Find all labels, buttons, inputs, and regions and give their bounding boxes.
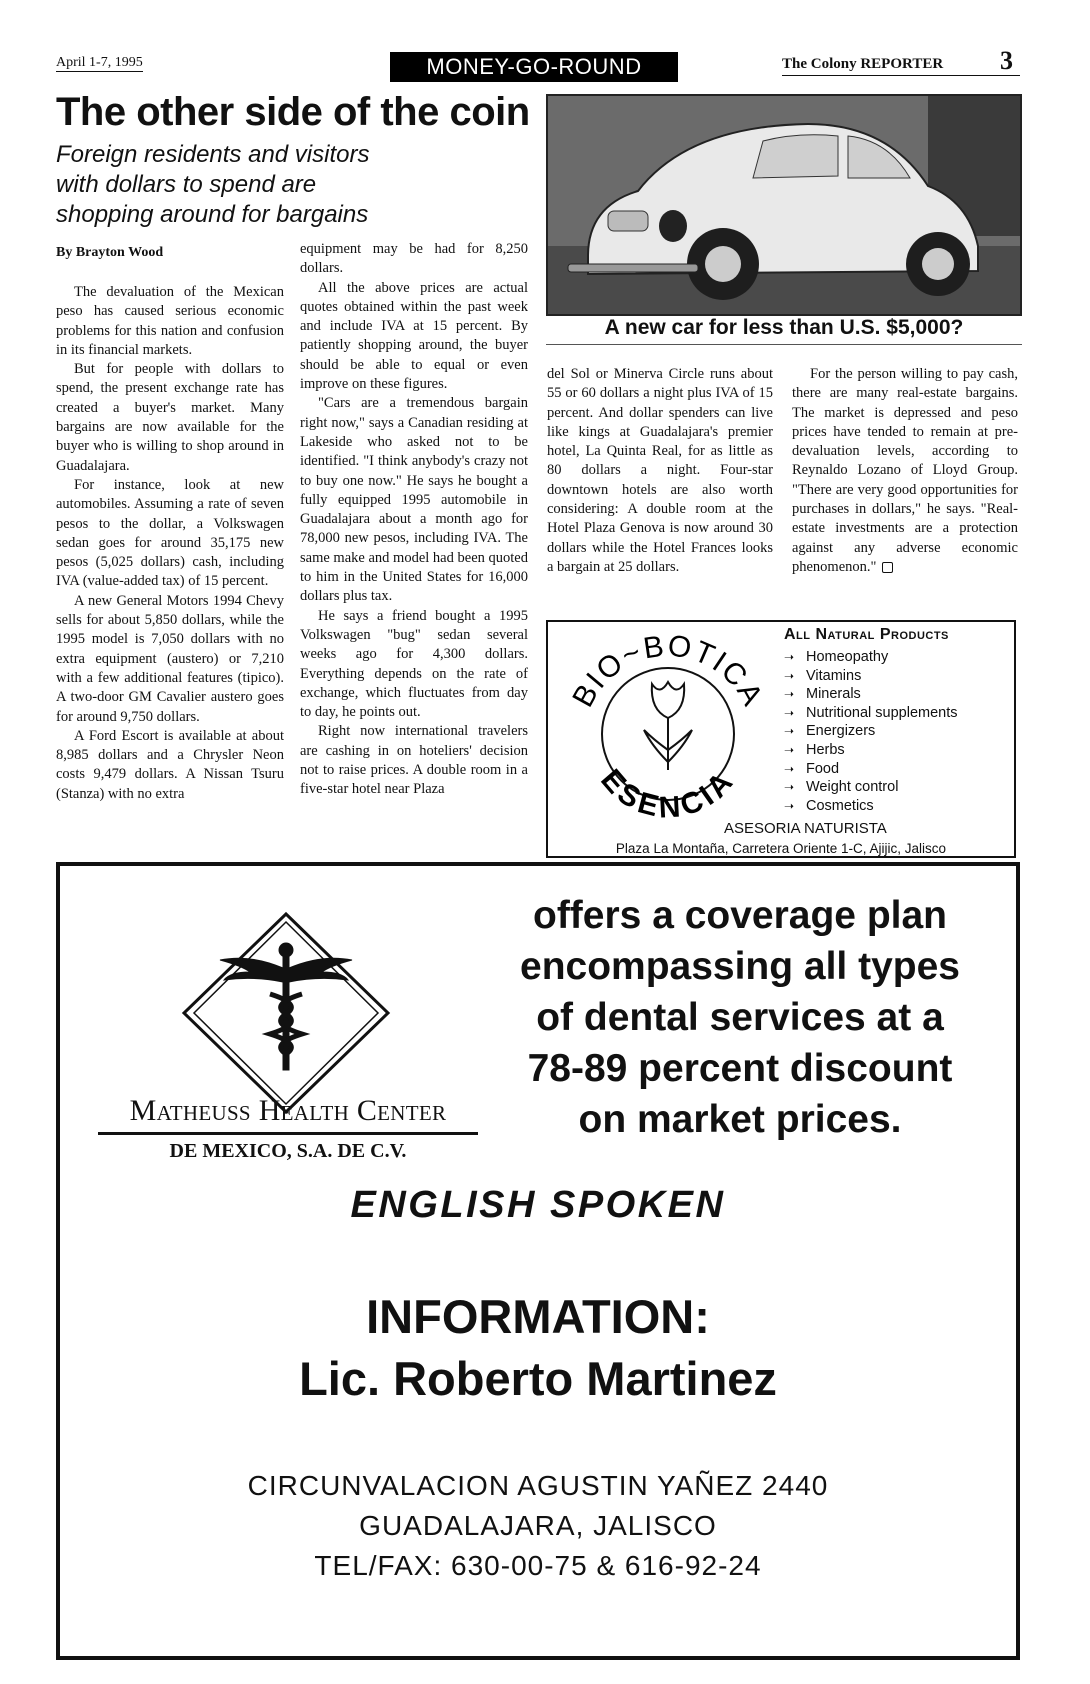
caduceus-emblem <box>180 910 392 1116</box>
arrow-bullet-icon: ➝ <box>784 650 795 664</box>
list-item: ➝ Energizers <box>784 723 876 740</box>
arrow-bullet-icon: ➝ <box>784 705 795 720</box>
address-line: CIRCUNVALACION AGUSTIN YAÑEZ 2440 <box>247 1470 829 1501</box>
photo-caption: A new car for less than U.S. $5,000? <box>604 316 964 339</box>
article-column-3 <box>547 365 773 577</box>
list-item: ➝ Homeopathy <box>784 649 889 665</box>
paragraph: All the above prices are actual quotes obtained within the past week and include IVA at 15 percent. By patiently shopping around, the buyer should be able to equal or even improve on these figures. <box>300 279 528 393</box>
paragraph: For instance, look at new automobiles. Assuming a rate of seven pesos to the dollar, a Volkswagen sedan goes for around 35,175 new pesos (5,025 dollars) cash, including IVA (value-added tax) of 15 percent. <box>56 476 284 590</box>
paragraph: Right now international travelers are cashing in on hoteliers' decision not to raise prices. A double room in a five-star hotel near Plaza <box>300 723 528 798</box>
caduceus-icon <box>220 943 352 1070</box>
offer-text <box>480 890 1000 1145</box>
paragraph: A Ford Escort is available at about 8,985 dollars and a Chrysler Neon costs 9,479 dollars. A Nissan Tsuru (Stanza) with no extra <box>56 727 284 802</box>
vw-beetle-photo <box>546 94 1022 316</box>
address-line: GUADALAJARA, JALISCO <box>359 1510 717 1541</box>
article-deck <box>56 140 536 230</box>
paragraph: He says a friend bought a 1995 Volkswagen "bug" sedan several weeks ago for 4,300 dollars. Everything depends on the rate of exchange, which fluctuates from day to day, he points out. <box>300 607 528 721</box>
arrow-bullet-icon: ➝ <box>784 724 795 739</box>
paragraph-text: For the person willing to pay cash, there are many real-estate bargains. The market is depressed and peso prices have tended to remain at pre-devaluation levels, according to Reynaldo Lozano of Lloyd Group. "There are very good opportunities for purchases in dollars," he says. "Real-estate investments are a protection against any adverse economic phenomenon." <box>792 366 1018 575</box>
paragraph: The devaluation of the Mexican peso has caused serious economic problems for this nation and confusion in its financial markets. <box>56 284 284 358</box>
paragraph: A new General Motors 1994 Chevy sells for about 5,850 dollars, while the 1995 model is 7,050 dollars with no extra equipment (austero) or 7,210 with a few additional features (tipico). A two-door GM Cavalier austero goes for around 9,750 dollars. <box>56 592 284 725</box>
english-spoken: ENGLISH SPOKEN <box>350 1184 726 1226</box>
paragraph <box>792 365 1018 577</box>
arrow-bullet-icon: ➝ <box>784 687 795 702</box>
product-list <box>784 648 958 815</box>
list-item: ➝ Cosmetics <box>784 797 874 814</box>
byline: By Brayton Wood <box>56 245 164 260</box>
caption-rule <box>546 344 1022 345</box>
offer-line: encompassing all types <box>520 945 960 988</box>
logo-top-text: BIO~BOTICA <box>566 629 770 713</box>
paragraph: "Cars are a tremendous bargain right now," says a Canadian residing at Lakeside who asked not to be identified. "I think anybody's crazy not to buy one now." He says he bought a fully equipped 1995 automobile in Guadalajara about a month ago for 78,000 new pesos, including IVA. The same make and model had been quoted to him in the United States for 16,000 dollars plus tax. <box>300 395 528 605</box>
end-mark-icon <box>882 562 893 573</box>
car-illustration <box>548 96 1020 314</box>
list-item: ➝ Food <box>784 760 840 777</box>
tulip-logo <box>556 622 780 834</box>
clinic-address <box>56 1466 1020 1586</box>
article-column-1 <box>56 283 284 804</box>
list-item: ➝ Minerals <box>784 686 861 703</box>
info-label: INFORMATION: <box>366 1290 710 1343</box>
offer-line: of dental services at a <box>536 996 944 1039</box>
list-item: ➝ Herbs <box>784 741 845 758</box>
paragraph: equipment may be had for 8,250 dollars. <box>300 241 528 277</box>
article-headline: The other side of the coin <box>56 90 530 134</box>
clinic-name: Matheuss Health Center <box>98 1094 478 1135</box>
list-item: ➝ Vitamins <box>784 667 862 684</box>
information-block <box>56 1286 1020 1410</box>
shop-address: Plaza La Montaña, Carretera Oriente 1-C, Ajijic, Jalisco <box>615 841 947 856</box>
article-column-2 <box>300 240 528 800</box>
clinic-legal-name: DE MEXICO, S.A. DE C.V. <box>169 1140 407 1162</box>
phone-line: TEL/FAX: 630-00-75 & 616-92-24 <box>314 1550 762 1581</box>
offer-line: 78-89 percent discount <box>527 1047 953 1090</box>
section-banner: MONEY-GO-ROUND <box>390 52 678 82</box>
offer-line: on market prices. <box>578 1098 902 1141</box>
deck-line: shopping around for bargains <box>56 201 369 228</box>
article-column-4 <box>792 365 1018 577</box>
deck-line: Foreign residents and visitors <box>56 141 370 168</box>
list-item: ➝ Nutritional supplements <box>784 704 958 721</box>
products-heading: All Natural Products <box>784 626 949 643</box>
arrow-bullet-icon: ➝ <box>784 668 795 683</box>
list-item: ➝ Weight control <box>784 779 899 796</box>
arrow-bullet-icon: ➝ <box>784 798 795 813</box>
arrow-bullet-icon: ➝ <box>784 761 795 776</box>
paper-name: The Colony REPORTER <box>782 56 944 72</box>
page-number: 3 <box>1000 46 1013 75</box>
offer-line: offers a coverage plan <box>533 894 947 937</box>
contact-name: Lic. Roberto Martinez <box>299 1352 777 1405</box>
tulip-icon <box>644 682 692 770</box>
issue-date: April 1-7, 1995 <box>56 55 143 70</box>
deck-line: with dollars to spend are <box>56 171 317 198</box>
header-rule <box>782 75 1020 76</box>
arrow-bullet-icon: ➝ <box>784 742 795 757</box>
arrow-bullet-icon: ➝ <box>784 780 795 795</box>
advice-label: ASESORIA NATURISTA <box>724 820 887 837</box>
paragraph: But for people with dollars to spend, the present exchange rate has created a buyer's market. Many bargains are now available for the buyer who is willing to shop around in Guadalajara. <box>56 361 284 474</box>
paragraph: del Sol or Minerva Circle runs about 55 or 60 dollars a night plus IVA of 15 percent. And dollar spenders can live like kings at Guadalajara's premier hotel, La Quinta Real, for as little as 80 dollars a night. Four-star downtown hotels are also worth considering: A double room at the Hotel Plaza Genova is now around 30 dollars while the Hotel Frances looks a bargain at 25 dollars. <box>547 366 773 575</box>
logo-bottom-text: ESENCIA <box>594 763 742 825</box>
